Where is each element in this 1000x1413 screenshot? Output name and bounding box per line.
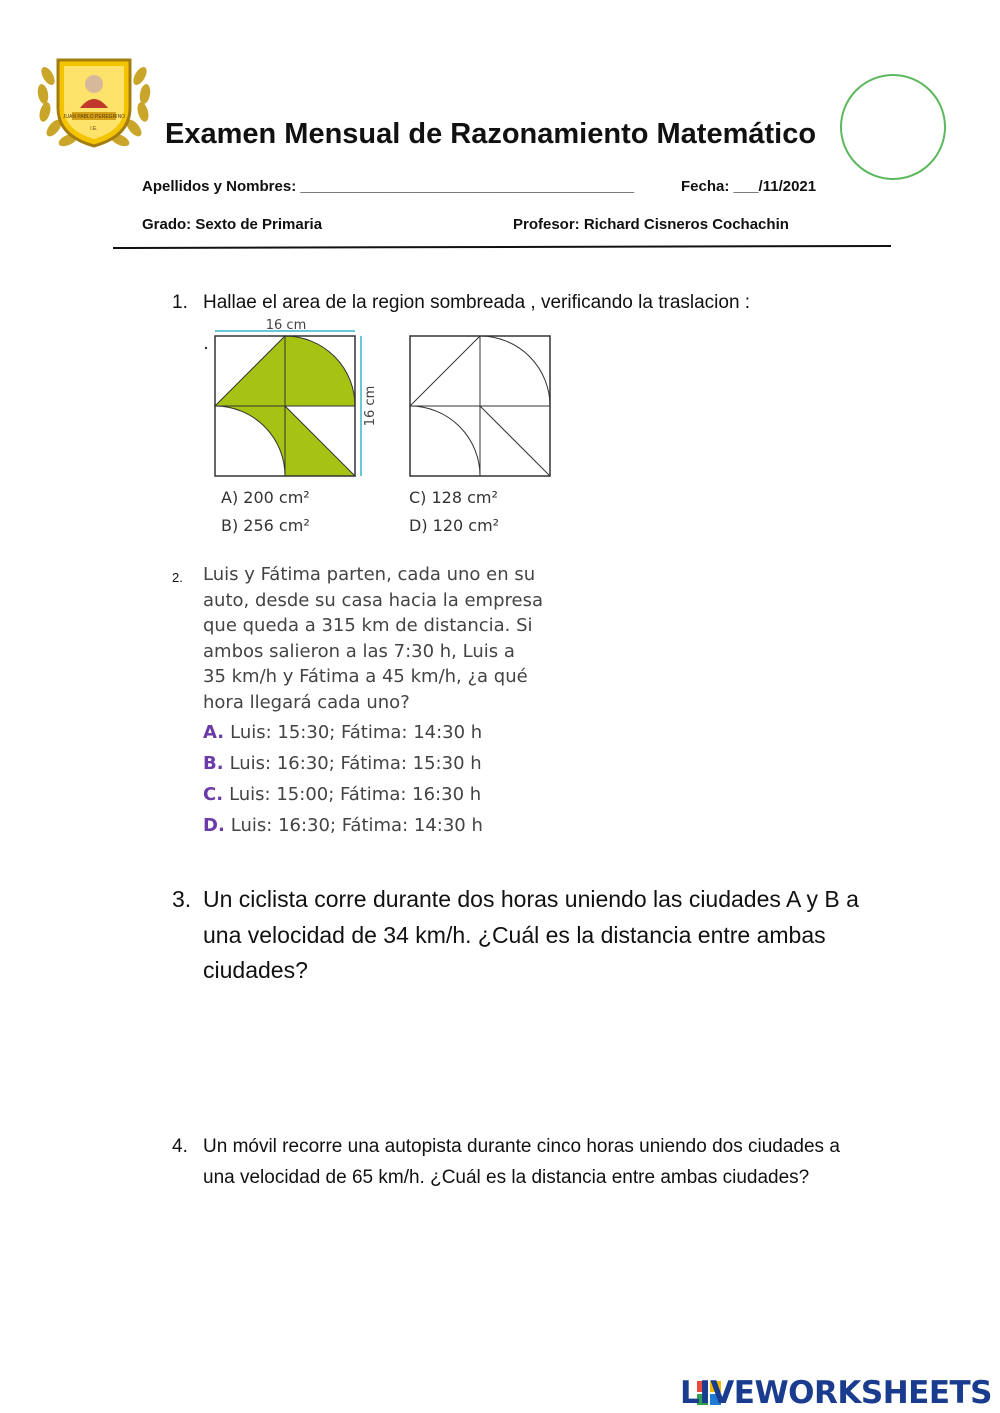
question-2-line: auto, desde su casa hacia la empresa <box>203 589 543 611</box>
question-2-text <box>203 562 543 715</box>
question-1-option-a[interactable]: A) 200 cm² <box>221 488 310 507</box>
question-1-option-d[interactable]: D) 120 cm² <box>409 516 500 535</box>
outline-figure <box>410 336 550 476</box>
question-2-line: 35 km/h y Fátima a 45 km/h, ¿a qué <box>203 666 528 687</box>
question-2-option-b[interactable] <box>203 753 482 774</box>
logo-subtext: I.E. <box>90 126 98 132</box>
date-field-label: Fecha: ___/11/2021 <box>681 178 817 195</box>
page-title: Examen Mensual de Razonamiento Matemático <box>165 118 817 150</box>
name-field-label: Apellidos y Nombres: ________________________________________ <box>142 178 635 195</box>
question-2-line: ambos salieron a las 7:30 h, Luis a <box>203 640 515 662</box>
option-letter: D. <box>203 815 225 836</box>
option-letter: A. <box>203 722 225 743</box>
option-letter: B. <box>203 753 224 774</box>
brand-wordmark[interactable]: LIVEWORKSHEETS <box>680 1375 992 1411</box>
question-1-text: Hallae el area de la region sombreada , verificando la traslacion : <box>203 292 751 313</box>
grade-circle <box>840 74 946 180</box>
question-4-number: 4. <box>172 1136 188 1157</box>
shaded-figure <box>215 336 355 476</box>
question-2-number: 2. <box>172 570 183 585</box>
grade-label: Grado: Sexto de Primaria <box>142 216 323 233</box>
question-1-option-b[interactable]: B) 256 cm² <box>221 516 310 535</box>
question-1-figure <box>200 316 560 482</box>
question-3-text: Un ciclista corre durante dos horas uniendo las ciudades A y B a una velocidad de 34 km/h. ¿Cuál es la distancia entre ambas ciudades? <box>203 886 859 983</box>
option-letter: C. <box>203 784 224 805</box>
question-4-text: Un móvil recorre una autopista durante cinco horas uniendo dos ciudades a una velocidad de 65 km/h. ¿Cuál es la distancia entre ambas ciudades? <box>203 1136 840 1188</box>
logo-text: JUAN PABLO PEREGRINO <box>62 114 126 120</box>
question-2-line: hora llegará cada uno? <box>203 691 410 713</box>
question-2-line: Luis y Fátima parten, cada uno en su <box>203 564 536 585</box>
question-1-number: 1. <box>172 292 188 313</box>
question-1-option-c[interactable]: C) 128 cm² <box>409 488 498 507</box>
question-2-option-c[interactable] <box>203 784 481 805</box>
school-logo <box>34 46 154 154</box>
question-3-number: 3. <box>172 886 192 912</box>
option-text: Luis: 15:00; Fátima: 16:30 h <box>229 784 482 805</box>
teacher-label: Profesor: Richard Cisneros Cochachin <box>513 216 789 233</box>
dimension-side-label: 16 cm <box>363 385 378 427</box>
option-text: Luis: 16:30; Fátima: 14:30 h <box>230 815 483 836</box>
dimension-top-label: 16 cm <box>265 318 307 333</box>
question-2-option-a[interactable] <box>203 722 482 743</box>
option-text: Luis: 15:30; Fátima: 14:30 h <box>230 722 483 743</box>
question-2-line: que queda a 315 km de distancia. Si <box>203 615 533 636</box>
option-text: Luis: 16:30; Fátima: 15:30 h <box>229 753 482 774</box>
header-divider <box>113 245 891 249</box>
question-2-option-d[interactable] <box>203 815 483 836</box>
